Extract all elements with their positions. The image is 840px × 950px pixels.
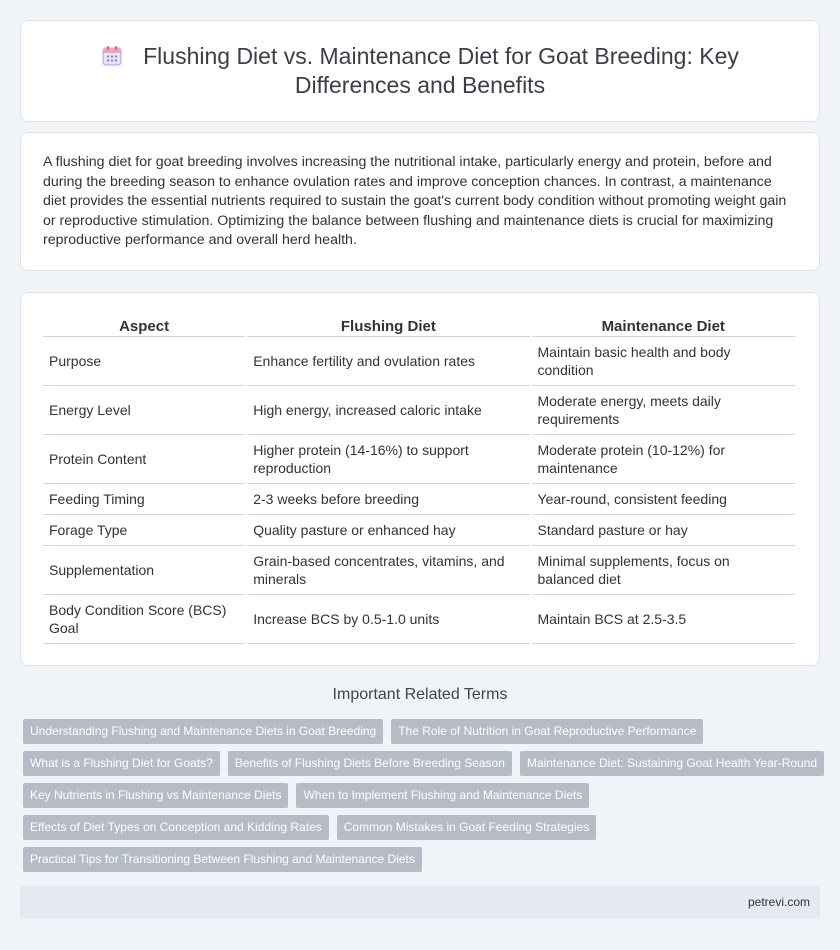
tag-row bbox=[23, 719, 823, 744]
cell-aspect: Forage Type bbox=[43, 515, 245, 546]
related-term-tag[interactable]: What is a Flushing Diet for Goats? bbox=[23, 751, 220, 776]
header-flushing: Flushing Diet bbox=[247, 313, 529, 337]
related-term-tag[interactable]: Common Mistakes in Goat Feeding Strategies bbox=[337, 815, 596, 840]
tag-row bbox=[23, 815, 823, 840]
related-term-tag[interactable]: Key Nutrients in Flushing vs Maintenance Diets bbox=[23, 783, 288, 808]
footer-site-link[interactable]: petrevi.com bbox=[747, 895, 810, 909]
table-row bbox=[43, 546, 795, 595]
related-term-tag[interactable]: Practical Tips for Transitioning Between Flushing and Maintenance Diets bbox=[23, 847, 422, 872]
table-row bbox=[43, 386, 795, 435]
cell-aspect: Supplementation bbox=[43, 546, 245, 595]
table-row bbox=[43, 595, 795, 644]
intro-paragraph: A flushing diet for goat breeding involves increasing the nutritional intake, particularly energy and protein, before and during the breeding season to enhance ovulation rates and improve conception chances. In contrast, a maintenance diet provides the essential nutrients required to sustain the goat's current body condition without promoting weight gain or reproductive stimulation. Optimizing the balance between flushing and maintenance diets is crucial for maximizing reproductive performance and overall herd health. bbox=[43, 154, 787, 249]
page-title-wrap bbox=[61, 42, 779, 100]
tag-row bbox=[23, 847, 823, 872]
cell-flushing: Higher protein (14-16%) to support reproduction bbox=[247, 435, 529, 484]
cell-maintenance: Minimal supplements, focus on balanced diet bbox=[532, 546, 795, 595]
table-row bbox=[43, 484, 795, 515]
cell-aspect: Purpose bbox=[43, 337, 245, 386]
cell-maintenance: Moderate protein (10-12%) for maintenance bbox=[532, 435, 795, 484]
page-title-text: Flushing Diet vs. Maintenance Diet for Goat Breeding: Key Differences and Benefits bbox=[143, 43, 739, 98]
related-terms-title: Important Related Terms bbox=[332, 686, 508, 703]
table-row bbox=[43, 515, 795, 546]
cell-flushing: 2-3 weeks before breeding bbox=[247, 484, 529, 515]
cell-flushing: Enhance fertility and ovulation rates bbox=[247, 337, 529, 386]
cell-maintenance: Standard pasture or hay bbox=[532, 515, 795, 546]
cell-flushing: Increase BCS by 0.5-1.0 units bbox=[247, 595, 529, 644]
cell-maintenance: Moderate energy, meets daily requirements bbox=[532, 386, 795, 435]
intro-card bbox=[20, 132, 820, 271]
header-card bbox=[20, 20, 820, 122]
tag-row bbox=[23, 783, 823, 808]
table-header-row bbox=[43, 313, 795, 337]
cell-aspect: Energy Level bbox=[43, 386, 245, 435]
tag-row bbox=[23, 751, 823, 776]
related-term-tag[interactable]: Understanding Flushing and Maintenance Diets in Goat Breeding bbox=[23, 719, 383, 744]
cell-flushing: Grain-based concentrates, vitamins, and minerals bbox=[247, 546, 529, 595]
related-term-tag[interactable]: Maintenance Diet: Sustaining Goat Health Year-Round bbox=[520, 751, 824, 776]
header-aspect: Aspect bbox=[43, 313, 245, 337]
related-terms-list bbox=[23, 719, 823, 879]
cell-maintenance: Maintain BCS at 2.5-3.5 bbox=[532, 595, 795, 644]
cell-maintenance: Maintain basic health and body condition bbox=[532, 337, 795, 386]
related-term-tag[interactable]: Effects of Diet Types on Conception and Kidding Rates bbox=[23, 815, 329, 840]
cell-flushing: High energy, increased caloric intake bbox=[247, 386, 529, 435]
header-maintenance: Maintenance Diet bbox=[532, 313, 795, 337]
table-row bbox=[43, 337, 795, 386]
footer bbox=[20, 886, 820, 919]
cell-aspect: Body Condition Score (BCS) Goal bbox=[43, 595, 245, 644]
table-row bbox=[43, 435, 795, 484]
related-term-tag[interactable]: When to Implement Flushing and Maintenance Diets bbox=[296, 783, 589, 808]
calendar-icon bbox=[101, 45, 123, 67]
page-title bbox=[61, 42, 779, 100]
comparison-card bbox=[20, 292, 820, 666]
related-term-tag[interactable]: The Role of Nutrition in Goat Reproductive Performance bbox=[391, 719, 703, 744]
cell-aspect: Feeding Timing bbox=[43, 484, 245, 515]
comparison-table bbox=[41, 313, 797, 644]
cell-maintenance: Year-round, consistent feeding bbox=[532, 484, 795, 515]
related-term-tag[interactable]: Benefits of Flushing Diets Before Breeding Season bbox=[228, 751, 512, 776]
cell-flushing: Quality pasture or enhanced hay bbox=[247, 515, 529, 546]
cell-aspect: Protein Content bbox=[43, 435, 245, 484]
